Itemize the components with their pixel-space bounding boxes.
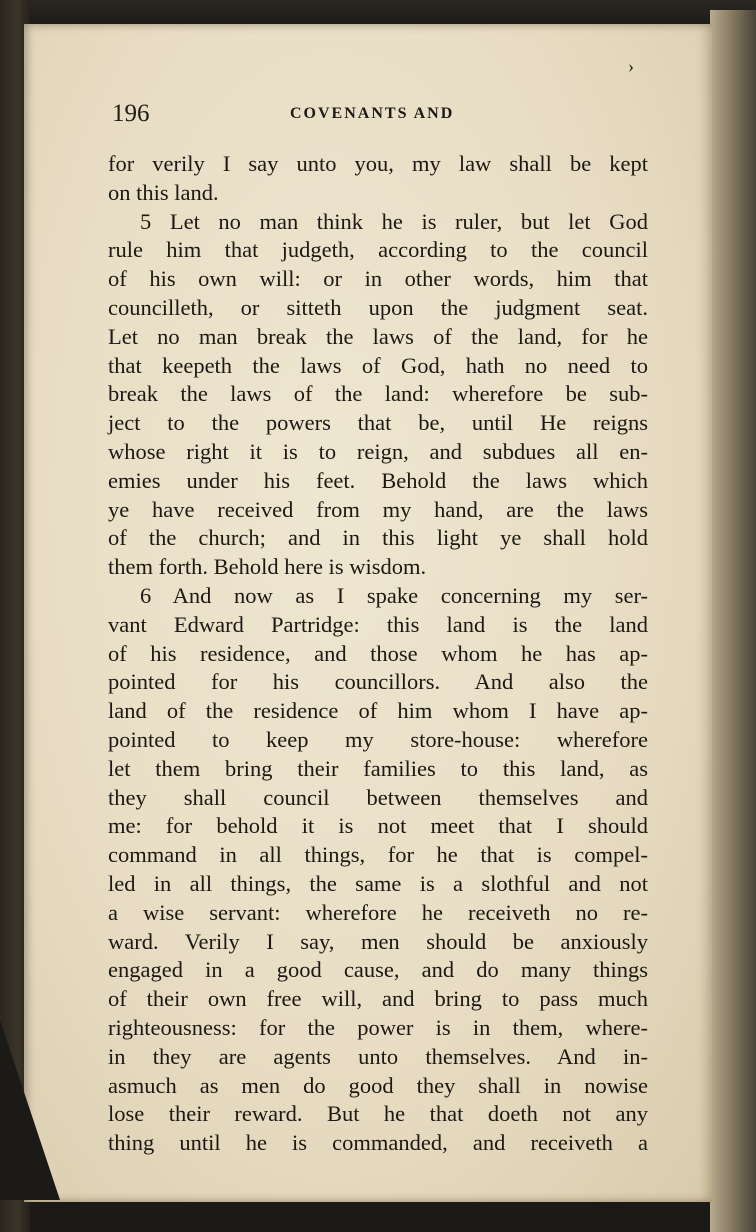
page-number: 196 [112,100,150,127]
text-line: pointed to keep my store-house: wherefore [108,726,648,752]
page-corner-shadow [0,1020,60,1200]
text-line: rule him that judgeth, according to the council [108,237,648,263]
text-line: of the church; and in this light ye shall hold [108,525,648,551]
text-line: asmuch as men do good they shall in nowise [108,1072,648,1098]
text-line: pointed for his councillors. And also the [108,669,648,695]
text-line: thing until he is commanded, and receiveth a [108,1130,648,1156]
book-top-edge [0,0,756,26]
text-line: break the laws of the land: wherefore be sub- [108,381,648,407]
text-line: command in all things, for he that is compel- [108,842,648,868]
text-line: that keepeth the laws of God, hath no need to [108,352,648,378]
text-line: councilleth, or sitteth upon the judgment seat. [108,294,648,320]
text-line: engaged in a good cause, and do many things [108,957,648,983]
text-line: vant Edward Partridge: this land is the land [108,611,648,637]
text-line: righteousness: for the power is in them, where- [108,1014,648,1040]
text-line: of his own will: or in other words, him that [108,266,648,292]
text-line: of their own free will, and bring to pass much [108,986,648,1012]
text-line: Let no man break the laws of the land, for he [108,323,648,349]
text-line: of his residence, and those whom he has ap- [108,640,648,666]
text-line: emies under his feet. Behold the laws which [108,467,648,493]
text-line: lose their reward. But he that doeth not any [108,1101,648,1127]
page-body [108,150,648,1158]
text-line: me: for behold it is not meet that I should [108,813,648,839]
text-line: for verily I say unto you, my law shall be kept [108,151,648,176]
text-line: 5 Let no man think he is ruler, but let God [140,208,648,234]
text-line: ward. Verily I say, men should be anxiously [108,928,648,954]
text-line: they shall council between themselves and [108,784,648,810]
text-line: land of the residence of him whom I have ap- [108,698,648,724]
page-header [112,100,652,132]
text-line: whose right it is to reign, and subdues all en- [108,438,648,464]
printer-mark: › [628,56,634,76]
text-line: led in all things, the same is a slothful and not [108,870,648,896]
text-line: ject to the powers that be, until He reigns [108,410,648,436]
text-line: ye have received from my hand, are the laws [108,496,648,522]
text-line: a wise servant: wherefore he receiveth no re- [108,899,648,925]
book-right-board [710,10,756,1232]
text-line: let them bring their families to this land, as [108,755,648,781]
text-line: in they are agents unto themselves. And in- [108,1043,648,1069]
running-head: COVENANTS AND [290,105,455,122]
text-line: 6 And now as I spake concerning my ser- [140,582,648,608]
text-line: on this land. [108,179,219,205]
text-line: them forth. Behold here is wisdom. [108,554,427,580]
